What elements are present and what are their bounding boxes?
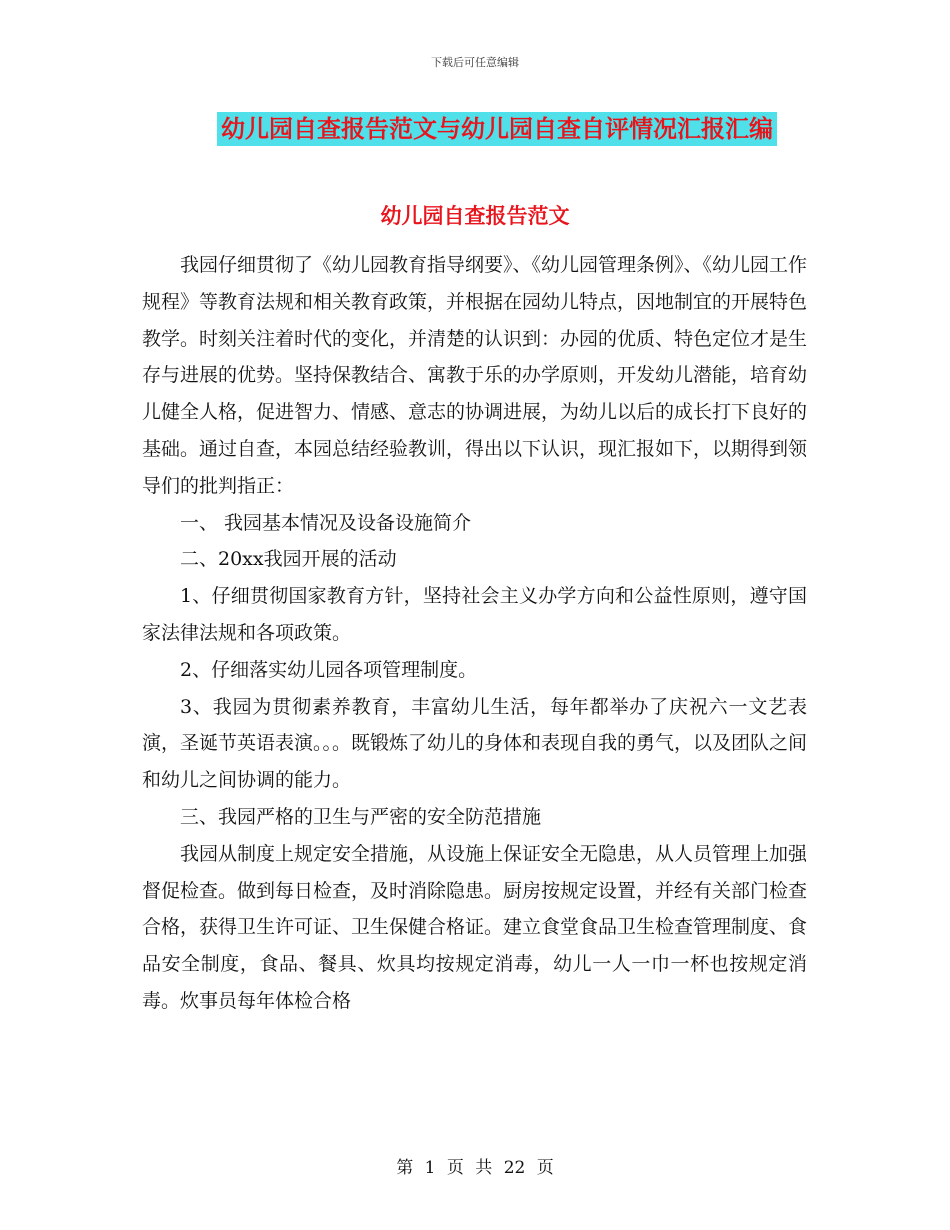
doc-title-container: [0, 112, 950, 146]
paragraph: 一、 我园基本情况及设备设施简介: [180, 511, 472, 534]
paragraph: 二、20xx我园开展的活动: [180, 548, 397, 571]
body-text: [142, 247, 807, 1020]
paragraph: 我园仔细贯彻了《幼儿园教育指导纲要》、《幼儿园管理条例》、《幼儿园工作规程》等教育法规和相关教育政策，并根据在园幼儿特点，因地制宜的开展特色教学。时刻关注着时代的变化，并清楚的认识到：办园的优质、特色定位才是生存与进展的优势。坚持保教结合、寓教于乐的办学原则，开发幼儿潜能，培育幼儿健全人格，促进智力、情感、意志的协调进展，为幼儿以后的成长打下良好的基础。通过自查，本园总结经验教训，得出以下认识，现汇报如下，以期得到领导们的批判指正：: [142, 254, 808, 497]
section-title: 幼儿园自查报告范文: [380, 204, 570, 228]
page-footer: 第 1 页 共 22 页: [396, 1158, 554, 1178]
paragraph: 1、仔细贯彻国家教育方针，坚持社会主义办学方向和公益性原则，遵守国家法律法规和各项政策。: [142, 585, 807, 644]
paragraph: 3、我园为贯彻素养教育，丰富幼儿生活，每年都举办了庆祝六一文艺表演，圣诞节英语表演。。。既锻炼了幼儿的身体和表现自我的勇气，以及团队之间和幼儿之间协调的能力。: [142, 695, 808, 792]
header-note: 下载后可任意编辑: [431, 56, 519, 69]
paragraph: 三、我园严格的卫生与严密的安全防范措施: [180, 805, 542, 828]
paragraph: 2、仔细落实幼儿园各项管理制度。: [180, 658, 478, 681]
paragraph: 我园从制度上规定安全措施，从设施上保证安全无隐患，从人员管理上加强督促检查。做到每日检查，及时消除隐患。厨房按规定设置，并经有关部门检查合格，获得卫生许可证、卫生保健合格证。建立食堂食品卫生检查管理制度、食品安全制度，食品、餐具、炊具均按规定消毒，幼儿一人一巾一杯也按规定消毒。炊事员每年体检合格: [142, 842, 808, 1012]
doc-title: 幼儿园自查报告范文与幼儿园自查自评情况汇报汇编: [217, 112, 777, 146]
